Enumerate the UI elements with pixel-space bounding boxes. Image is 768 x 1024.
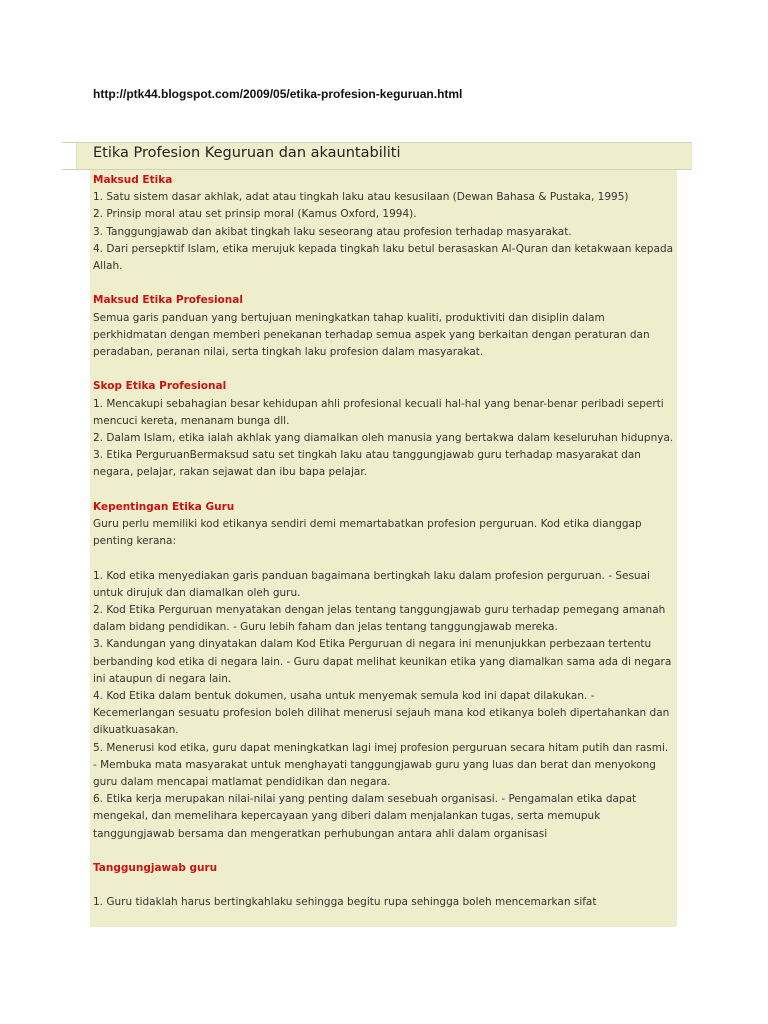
- source-url[interactable]: http://ptk44.blogspot.com/2009/05/etika-profesion-keguruan.html: [93, 87, 463, 101]
- list-item: 1. Mencakupi sebahagian besar kehidupan ahli profesional kecuali hal-hal yang benar-benar peribadi seperti mencuci kereta, menanam bunga dll.: [93, 397, 664, 427]
- list-item: 4. Dari persepktif Islam, etika merujuk kepada tingkah laku betul berasaskan Al-Quran dan ketakwaan kepada Allah.: [93, 242, 674, 273]
- list-item: 2. Kod Etika Perguruan menyatakan dengan jelas tentang tanggungjawab guru terhadap pemegang amanah dalam bidang pendidikan. - Guru lebih faham dan jelas tentang tanggungjawab mereka.: [93, 604, 666, 634]
- post-title-bar: [62, 142, 692, 170]
- spacer: [93, 877, 674, 894]
- list-item: 2. Dalam Islam, etika ialah akhlak yang diamalkan oleh manusia yang bertakwa dalam keseluruhan hidupnya.: [93, 432, 674, 445]
- list-item: 3. Etika PerguruanBermaksud satu set tingkah laku atau tanggungjawab guru terhadap masyarakat dan negara, pelajar, rakan sejawat dan ibu bapa pelajar.: [93, 449, 641, 479]
- spacer: [93, 482, 674, 499]
- title-bar-notch: [62, 143, 77, 169]
- list-item: 2. Prinsip moral atau set prinsip moral (Kamus Oxford, 1994).: [93, 208, 417, 221]
- spacer: [93, 843, 674, 860]
- list-item: 4. Kod Etika dalam bentuk dokumen, usaha untuk menyemak semula kod ini dapat dilakukan. - Kecemerlangan sesuatu profesion boleh dilihat menerusi sejauh mana kod etikanya boleh dipertahankan dan dikuatkuasakan.: [93, 690, 670, 737]
- post-body: [90, 170, 677, 927]
- section-heading: Maksud Etika: [93, 174, 173, 186]
- list-item: 6. Etika kerja merupakan nilai-nilai yang penting dalam sesebuah organisasi. - Pengamalan etika dapat mengekal, dan memelihara kepercayaan yang diberi dalam menjalankan tugas, serta memupuk tanggungjawab bersama dan mengeratkan perhubungan antara ahli dalam organisasi: [93, 793, 637, 840]
- list-item: 3. Kandungan yang dinyatakan dalam Kod Etika Perguruan di negara ini menunjukkan perbezaan tertentu berbanding kod etika di negara lain. - Guru dapat melihat keunikan etika yang diamalkan sama ada di negara ini ataupun di negara lain.: [93, 638, 672, 685]
- spacer: [93, 550, 674, 567]
- section-heading: Kepentingan Etika Guru: [93, 500, 235, 513]
- list-item: 1. Guru tidaklah harus bertingkahlaku sehingga begitu rupa sehingga boleh mencemarkan sifat: [93, 896, 597, 909]
- list-item: 1. Satu sistem dasar akhlak, adat atau tingkah laku atau kesusilaan (Dewan Bahasa & Pustaka, 1995): [93, 191, 629, 204]
- section-heading: Skop Etika Profesional: [93, 380, 227, 393]
- paragraph: Semua garis panduan yang bertujuan meningkatkan tahap kualiti, produktiviti dan disiplin dalam perkhidmatan dengan memberi penekanan terhadap semua aspek yang berkaitan dengan peraturan dan peradaban, peranan nilai, serta tingkah laku profesion dalam masyarakat.: [93, 311, 650, 359]
- paragraph: Guru perlu memiliki kod etikanya sendiri demi memartabatkan profesion perguruan. Kod etika dianggap penting kerana:: [93, 518, 642, 548]
- section-heading: Maksud Etika Profesional: [93, 294, 243, 307]
- spacer: [93, 275, 674, 292]
- list-item: 3. Tanggungjawab dan akibat tingkah laku seseorang atau profesion terhadap masyarakat.: [93, 225, 572, 238]
- post-title: Etika Profesion Keguruan dan akauntabiliti: [93, 145, 401, 161]
- section-heading: Tanggungjawab guru: [93, 862, 218, 875]
- list-item: 5. Menerusi kod etika, guru dapat meningkatkan lagi imej profesion perguruan secara hitam putih dan rasmi. - Membuka mata masyarakat untuk menghayati tanggungjawab guru yang luas dan berat dan menyokong guru dalam mencapai matlamat pendidikan dan negara.: [93, 741, 669, 789]
- spacer: [93, 361, 674, 378]
- blog-post: [62, 142, 692, 927]
- list-item: 1. Kod etika menyediakan garis panduan bagaimana bertingkah laku dalam profesion perguruan. - Sesuai untuk dirujuk dan diamalkan oleh guru.: [93, 569, 650, 599]
